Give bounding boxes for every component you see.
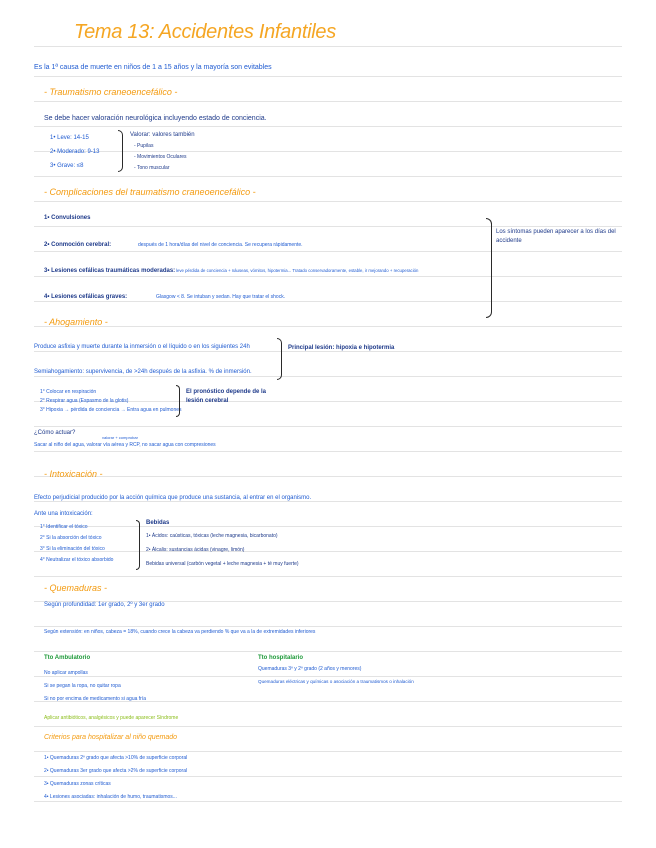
- brace: [118, 130, 123, 172]
- ruled-line: [34, 176, 622, 177]
- ruled-line: [34, 801, 622, 802]
- section-heading-tce: - Traumatismo craneoencefálico -: [44, 87, 178, 97]
- brace: [277, 338, 282, 380]
- intox-type: 2• Álcalis: sustancias ácidas (vinagre, limón): [146, 547, 245, 553]
- brace: [136, 520, 140, 570]
- ruled-line: [34, 501, 622, 502]
- ruled-line: [34, 576, 622, 577]
- hosp-item: Quemaduras eléctricas y químicas o asociación a traumatismos o inhalación: [258, 679, 414, 684]
- brace: [486, 218, 492, 318]
- brace: [176, 385, 180, 417]
- ruled-line: [34, 46, 622, 47]
- intox-type: 1• Ácidos: caústicas, tóxicas (leche magnesia, bicarbonato): [146, 533, 278, 539]
- ahog-aside: Principal lesión: hipoxia e hipotermia: [288, 345, 395, 351]
- ruled-line: [34, 476, 622, 477]
- ahog-mini-item: 3° Hipoxia → pérdida de conciencia → Entra agua en pulmones: [40, 407, 182, 413]
- ruled-line: [34, 301, 622, 302]
- ruled-line: [34, 276, 622, 277]
- grade-moderado: 2• Moderado: 9-13: [50, 149, 100, 155]
- sign-item: - Tono muscular: [134, 165, 170, 171]
- ruled-line: [34, 526, 622, 527]
- comp-item-label: 2• Conmoción cerebral:: [44, 242, 112, 248]
- ahog-line1: Produce asfixia y muerte durante la inmersión o el líquido o en los siguientes 24h: [34, 344, 250, 350]
- tce-line1: Se debe hacer valoración neurológica incluyendo estado de conciencia.: [44, 115, 267, 122]
- ruled-line: [34, 726, 622, 727]
- ruled-line: [34, 326, 622, 327]
- quem-line1: Según profundidad: 1er grado, 2º y 3er grado: [44, 602, 165, 608]
- ruled-line: [34, 676, 622, 677]
- ahog-prognosis: El pronóstico depende de la lesión cerebral: [186, 389, 267, 404]
- ruled-line: [34, 626, 622, 627]
- criteria-item: 3• Quemaduras zonas críticas: [44, 781, 111, 787]
- section-heading-ahogamiento: - Ahogamiento -: [44, 317, 108, 327]
- intox-line1: Efecto perjudicial producido por la acción química que produce una sustancia, al entrar en el organismo.: [34, 495, 312, 501]
- ruled-line: [34, 376, 622, 377]
- ahog-action: Sacar al niño del agua, valorar vía aérea y RCP, no sacar agua con compresiones: [34, 442, 216, 448]
- intro-text: Es la 1ª causa de muerte en niños de 1 a 15 años y la mayoría son evitables: [34, 64, 272, 71]
- side-note: Los síntomas pueden aparecer a los días del accidente: [496, 229, 616, 244]
- ruled-line: [34, 451, 622, 452]
- grade-leve: 1• Leve: 14-15: [50, 135, 89, 141]
- intox-type: Bebidas universal (carbón vegetal + leche magnesia + té muy fuerte): [146, 561, 299, 567]
- intox-line2: Ante una intoxicación:: [34, 511, 93, 517]
- section-heading-intoxicacion: - Intoxicación -: [44, 469, 103, 479]
- criteria-item: 4• Lesiones asociadas: inhalación de humo, traumatismos...: [44, 794, 177, 800]
- comp-item-label: 4• Lesiones cefálicas graves:: [44, 294, 128, 300]
- comp-item-label: 1• Convulsiones: [44, 215, 91, 221]
- ruled-line: [34, 651, 622, 652]
- page-title: Tema 13: Accidentes Infantiles: [74, 21, 336, 43]
- ahog-mini-item: 2° Respirar agua (Espasmo de la glotis): [40, 398, 129, 404]
- grade-grave: 3• Grave: ≤8: [50, 163, 84, 169]
- ahog-question: ¿Cómo actuar?: [34, 430, 76, 436]
- ruled-line: [34, 126, 622, 127]
- criteria-item: 2• Quemaduras 3er grado que afecta >2% de superficie corporal: [44, 768, 188, 774]
- sign-item: - Movimientos Oculares: [134, 154, 187, 160]
- ruled-line: [34, 251, 622, 252]
- amb-title: Tto Ambulatorio: [44, 655, 91, 661]
- section-heading-quemaduras: - Quemaduras -: [44, 583, 108, 593]
- intox-type: Bebidas: [146, 520, 170, 526]
- quem-note: Aplicar antibióticos, analgésicos y puede aparecer Síndrome: [44, 715, 179, 721]
- criteria-title: Criterios para hospitalizar al niño quemado: [44, 734, 178, 741]
- ahog-line2: Semiahogamiento: supervivencia, de >24h después de la asfixia. % de inmersión.: [34, 369, 252, 375]
- amb-item: Si se pegan la ropa, no quitar ropa: [44, 683, 121, 689]
- intox-step: 3° Si la eliminación del tóxico: [40, 546, 105, 552]
- ruled-line: [34, 776, 622, 777]
- ruled-line: [34, 751, 622, 752]
- ruled-line: [34, 551, 622, 552]
- signs-title: Valorar: valores también: [130, 132, 195, 138]
- amb-item: Si no por encima de medicamento si agua fría: [44, 696, 146, 702]
- intox-step: 1° Identificar el tóxico: [40, 524, 88, 530]
- intox-step: 2° Si la absorción del tóxico: [40, 535, 102, 541]
- sign-item: - Pupilas: [134, 143, 154, 149]
- ruled-line: [34, 226, 622, 227]
- hosp-title: Tto hospitalario: [258, 655, 303, 661]
- ahog-annot: valorar + comprobar: [102, 435, 138, 440]
- ahog-mini-item: 1° Colocar en respiración: [40, 389, 97, 395]
- comp-item-detail: Glasgow < 8. Se intuban y sedan. Hay que tratar el shock.: [156, 294, 286, 300]
- ruled-line: [34, 101, 622, 102]
- ruled-line: [34, 426, 622, 427]
- comp-item-label: 3• Lesiones cefálicas traumáticas moderadas:: [44, 268, 176, 274]
- amb-item: No aplicar ampollas: [44, 670, 88, 676]
- ruled-line: [34, 351, 622, 352]
- ruled-line: [34, 76, 622, 77]
- section-heading-complicaciones: - Complicaciones del traumatismo craneoencefálico -: [44, 187, 256, 197]
- comp-item-detail: leve pérdida de conciencia + náuseas, vómitos, hipotermia... Tratado conservadoramente, estable, ir mejorando + recuperación: [176, 268, 419, 273]
- quem-line2: Según extensión: en niños, cabeza = 18%, cuando crece la cabeza va perdiendo % que va a la de extremidades inferiores: [44, 629, 316, 635]
- hosp-item: Quemaduras 3º y 2º grado (2 años y menores): [258, 666, 362, 672]
- comp-item-detail: después de 1 hora/días del nivel de conciencia. Se recupera rápidamente.: [138, 242, 303, 248]
- ruled-line: [34, 201, 622, 202]
- criteria-item: 1• Quemaduras 2º grado que afecta >10% de superficie corporal: [44, 755, 188, 761]
- intox-step: 4° Neutralizar el tóxico absorbido: [40, 557, 114, 563]
